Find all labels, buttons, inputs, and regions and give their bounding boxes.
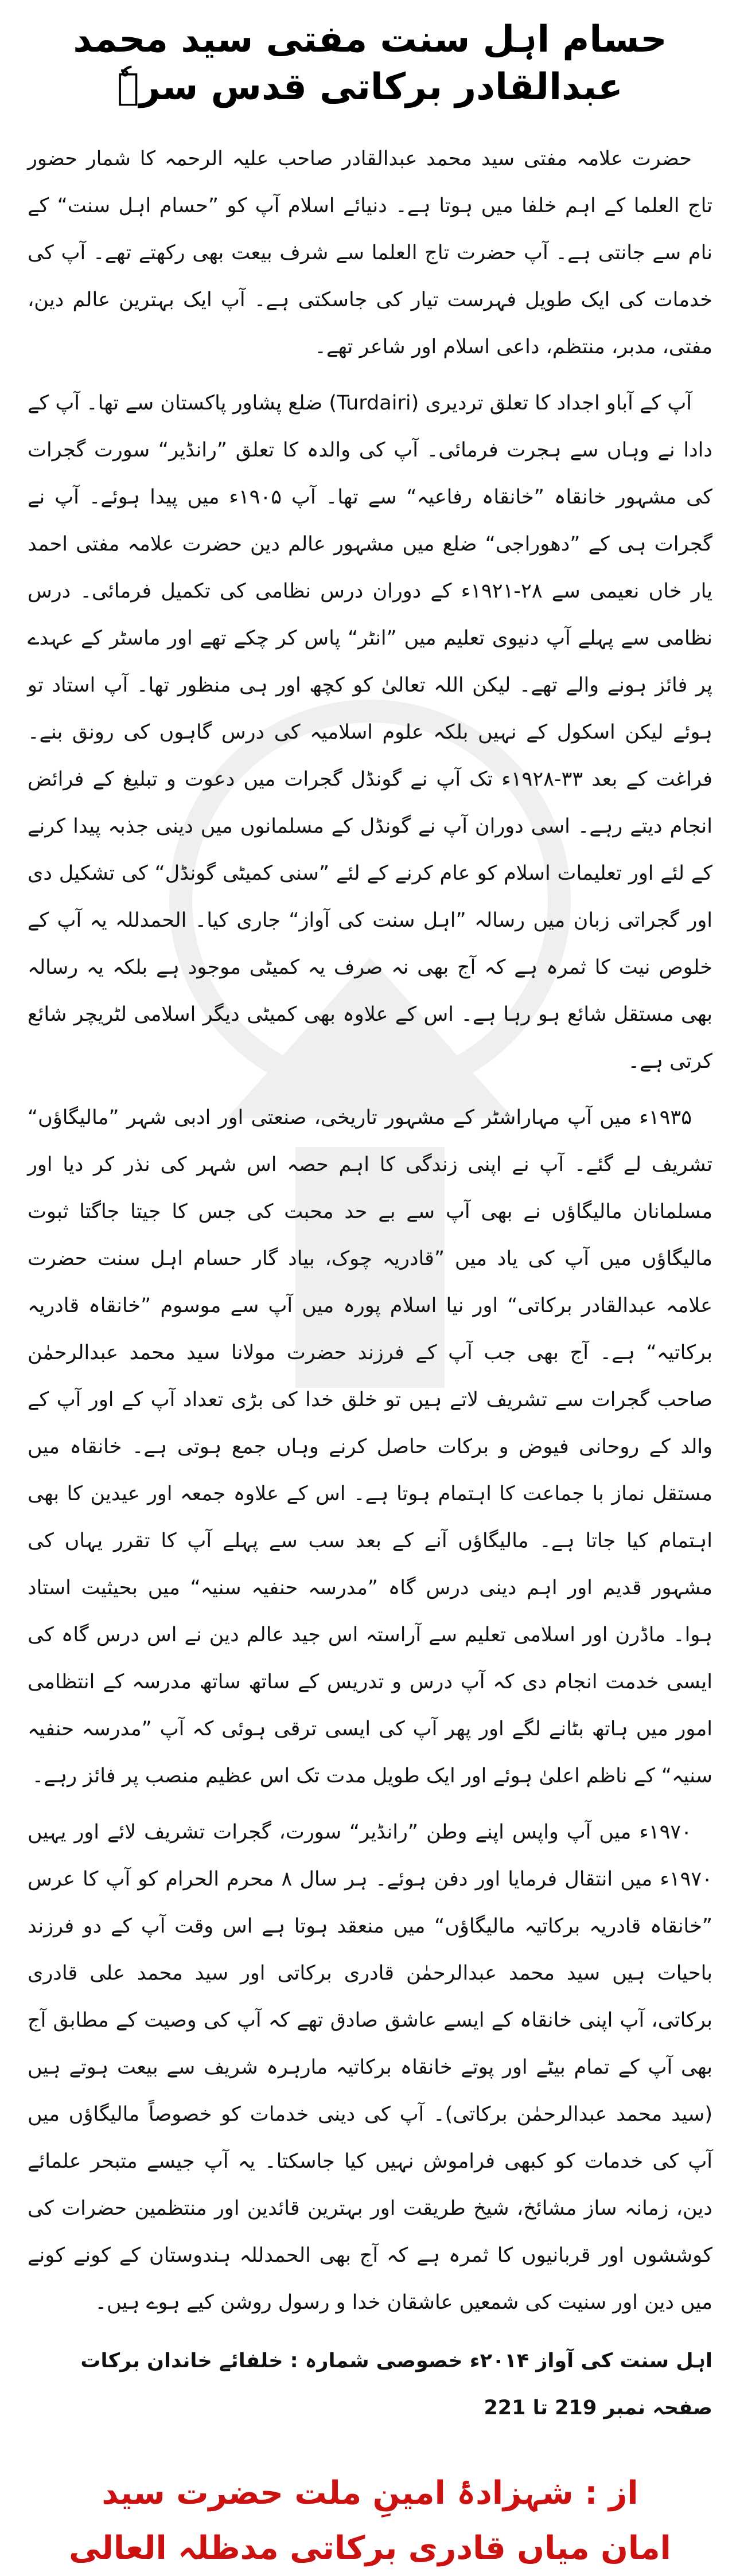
author-credit xyxy=(28,2466,712,2576)
article-title: حسام اہل سنت مفتی سید محمد عبدالقادر برکاتی قدس سرہٗ xyxy=(73,18,667,109)
article-body xyxy=(28,135,712,2326)
paragraph-ancestry-education: آپ کے آباو اجداد کا تعلق تردیری (Turdairi) ضلع پشاور پاکستان سے تھا۔ آپ کے دادا نے وہاں سے ہجرت فرمائی۔ آپ کی والدہ کا تعلق ”رانڈیر“ سورت گجرات کی مشہور خانقاہ ”خانقاہ رفاعیہ“ سے تھا۔ آپ ۱۹۰۵ء میں پیدا ہوئے۔ آپ نے گجرات ہی کے ”دھوراجی“ ضلع میں مشہور عالم دین حضرت علامہ مفتی احمد یار خاں نعیمی سے ۲۸-۱۹۲۱ء کے دوران درس نظامی کی تکمیل فرمائی۔ درس نظامی سے پہلے آپ دنیوی تعلیم میں ”انٹر“ پاس کر چکے تھے اور ماسٹر کے عہدے پر فائز ہونے والے تھے۔ لیکن اللہ تعالیٰ کو کچھ اور ہی منظور تھا۔ آپ استاد تو ہوئے لیکن اسکول کے نہیں بلکہ علوم اسلامیہ کی درس گاہوں کی رونق بنے۔ فراغت کے بعد ۳۳-۱۹۲۸ء تک آپ نے گونڈل گجرات میں دعوت و تبلیغ کے فرائض انجام دیتے رہے۔ اسی دوران آپ نے گونڈل کے مسلمانوں میں دینی جذبہ پیدا کرنے کے لئے اور تعلیمات اسلام کو عام کرنے کے لئے ”سنی کمیٹی گونڈل“ کی تشکیل دی اور گجراتی زبان میں رسالہ ”اہل سنت کی آواز“ جاری کیا۔ الحمدللہ یہ آپ کے خلوص نیت کا ثمرہ ہے کہ آج بھی نہ صرف یہ کمیٹی موجود ہے بلکہ یہ رسالہ بھی مستقل شائع ہو رہا ہے۔ اس کے علاوہ بھی کمیٹی دیگر اسلامی لٹریچر شائع کرتی ہے۔ xyxy=(28,392,713,1074)
author-line-1: از : شہزادۂ امینِ ملت حضرت سید xyxy=(102,2474,638,2512)
author-line-2: امان میاں قادری برکاتی مدظلہ العالی xyxy=(69,2530,671,2567)
paragraph-malegaon: ۱۹۳۵ء میں آپ مہاراشٹر کے مشہور تاریخی، صنعتی اور ادبی شہر ”مالیگاؤں“ تشریف لے گئے۔ آپ نے اپنی زندگی کا اہم حصہ اس شہر کی نذر کر دیا اور مسلمانان مالیگاؤں نے بھی آپ سے بے حد محبت کی جس کا جیتا جاگتا ثبوت مالیگاؤں میں آپ کی یاد میں ”قادریہ چوک، بیاد گار حسام اہل سنت حضرت علامہ عبدالقادر برکاتی“ اور نیا اسلام پورہ میں آپ سے موسوم ”خانقاہ قادریہ برکاتیہ“ ہے۔ آج بھی جب آپ کے فرزند حضرت مولانا سید محمد عبدالرحمٰن صاحب گجرات سے تشریف لاتے ہیں تو خلق خدا کی بڑی تعداد آپ کے اور آپ کے والد کے روحانی فیوض و برکات حاصل کرنے وہاں جمع ہوتی ہے۔ خانقاہ میں مستقل نماز با جماعت کا اہتمام ہوتا ہے۔ اس کے علاوہ جمعہ اور عیدین کا بھی اہتمام کیا جاتا ہے۔ مالیگاؤں آنے کے بعد سب سے پہلے آپ کا تقرر یہاں کی مشہور قدیم اور اہم دینی درس گاہ ”مدرسہ حنفیہ سنیہ“ میں بحیثیت استاد ہوا۔ ماڈرن اور اسلامی تعلیم سے آراستہ اس جید عالم دین نے اس درس گاہ کی ایسی خدمت انجام دی کہ آپ درس و تدریس کے ساتھ ساتھ مدرسہ کے انتظامی امور میں ہاتھ بٹانے لگے اور پھر آپ کی ایسی ترقی ہوئی کہ آپ ”مدرسہ حنفیہ سنیہ“ کے ناظم اعلیٰ ہوئے اور ایک طویل مدت تک اس عظیم منصب پر فائز رہے۔ xyxy=(28,1106,712,1788)
source-citation: اہل سنت کی آواز ۲۰۱۴ء خصوصی شمارہ : خلفائے خاندان برکات صفحہ نمبر 219 تا 221 xyxy=(80,2349,712,2420)
paragraph-intro: حضرت علامہ مفتی سید محمد عبدالقادر صاحب علیہ الرحمہ کا شمار حضور تاج العلما کے اہم خلفا میں ہوتا ہے۔ دنیائے اسلام آپ کو ”حسام اہل سنت“ کے نام سے جانتی ہے۔ آپ حضرت تاج العلما سے شرف بیعت بھی رکھتے تھے۔ آپ کی خدمات کی ایک طویل فہرست تیار کی جاسکتی ہے۔ آپ ایک بہترین عالم دین، مفتی، مدبر، منتظم، داعی اسلام اور شاعر تھے۔ xyxy=(28,147,712,359)
paragraph-final-years: ۱۹۷۰ء میں آپ واپس اپنے وطن ”رانڈیر“ سورت، گجرات تشریف لائے اور یہیں ۱۹۷۰ء میں انتقال فرمایا اور دفن ہوئے۔ ہر سال ۸ محرم الحرام کو آپ کا عرس ”خانقاہ قادریہ برکاتیہ مالیگاؤں“ میں منعقد ہوتا ہے اس وقت آپ کے دو فرزند باحیات ہیں سید محمد عبدالرحمٰن قادری برکاتی اور سید محمد علی قادری برکاتی، آپ اپنی خانقاہ کے ایسے عاشق صادق تھے کہ آپ کی وصیت کے مطابق آج بھی آپ کے تمام بیٹے اور پوتے خانقاہ برکاتیہ مارہرہ شریف سے بیعت ہوتے ہیں (سید محمد عبدالرحمٰن برکاتی)۔ آپ کی دینی خدمات کو خصوصاً مالیگاؤں میں آپ کی خدمات کو کبھی فراموش نہیں کیا جاسکتا۔ یہ آپ جیسے متبحر علمائے دین، زمانہ ساز مشائخ، شیخ طریقت اور بہترین قائدین اور منتظمین حضرات کی کوششوں اور قربانیوں کا ثمرہ ہے کہ آج بھی الحمدللہ ہندوستان کے کونے کونے میں دین اور سنیت کی شمعیں عاشقان خدا و رسول روشن کیے ہوے ہیں۔ xyxy=(28,1821,712,2315)
